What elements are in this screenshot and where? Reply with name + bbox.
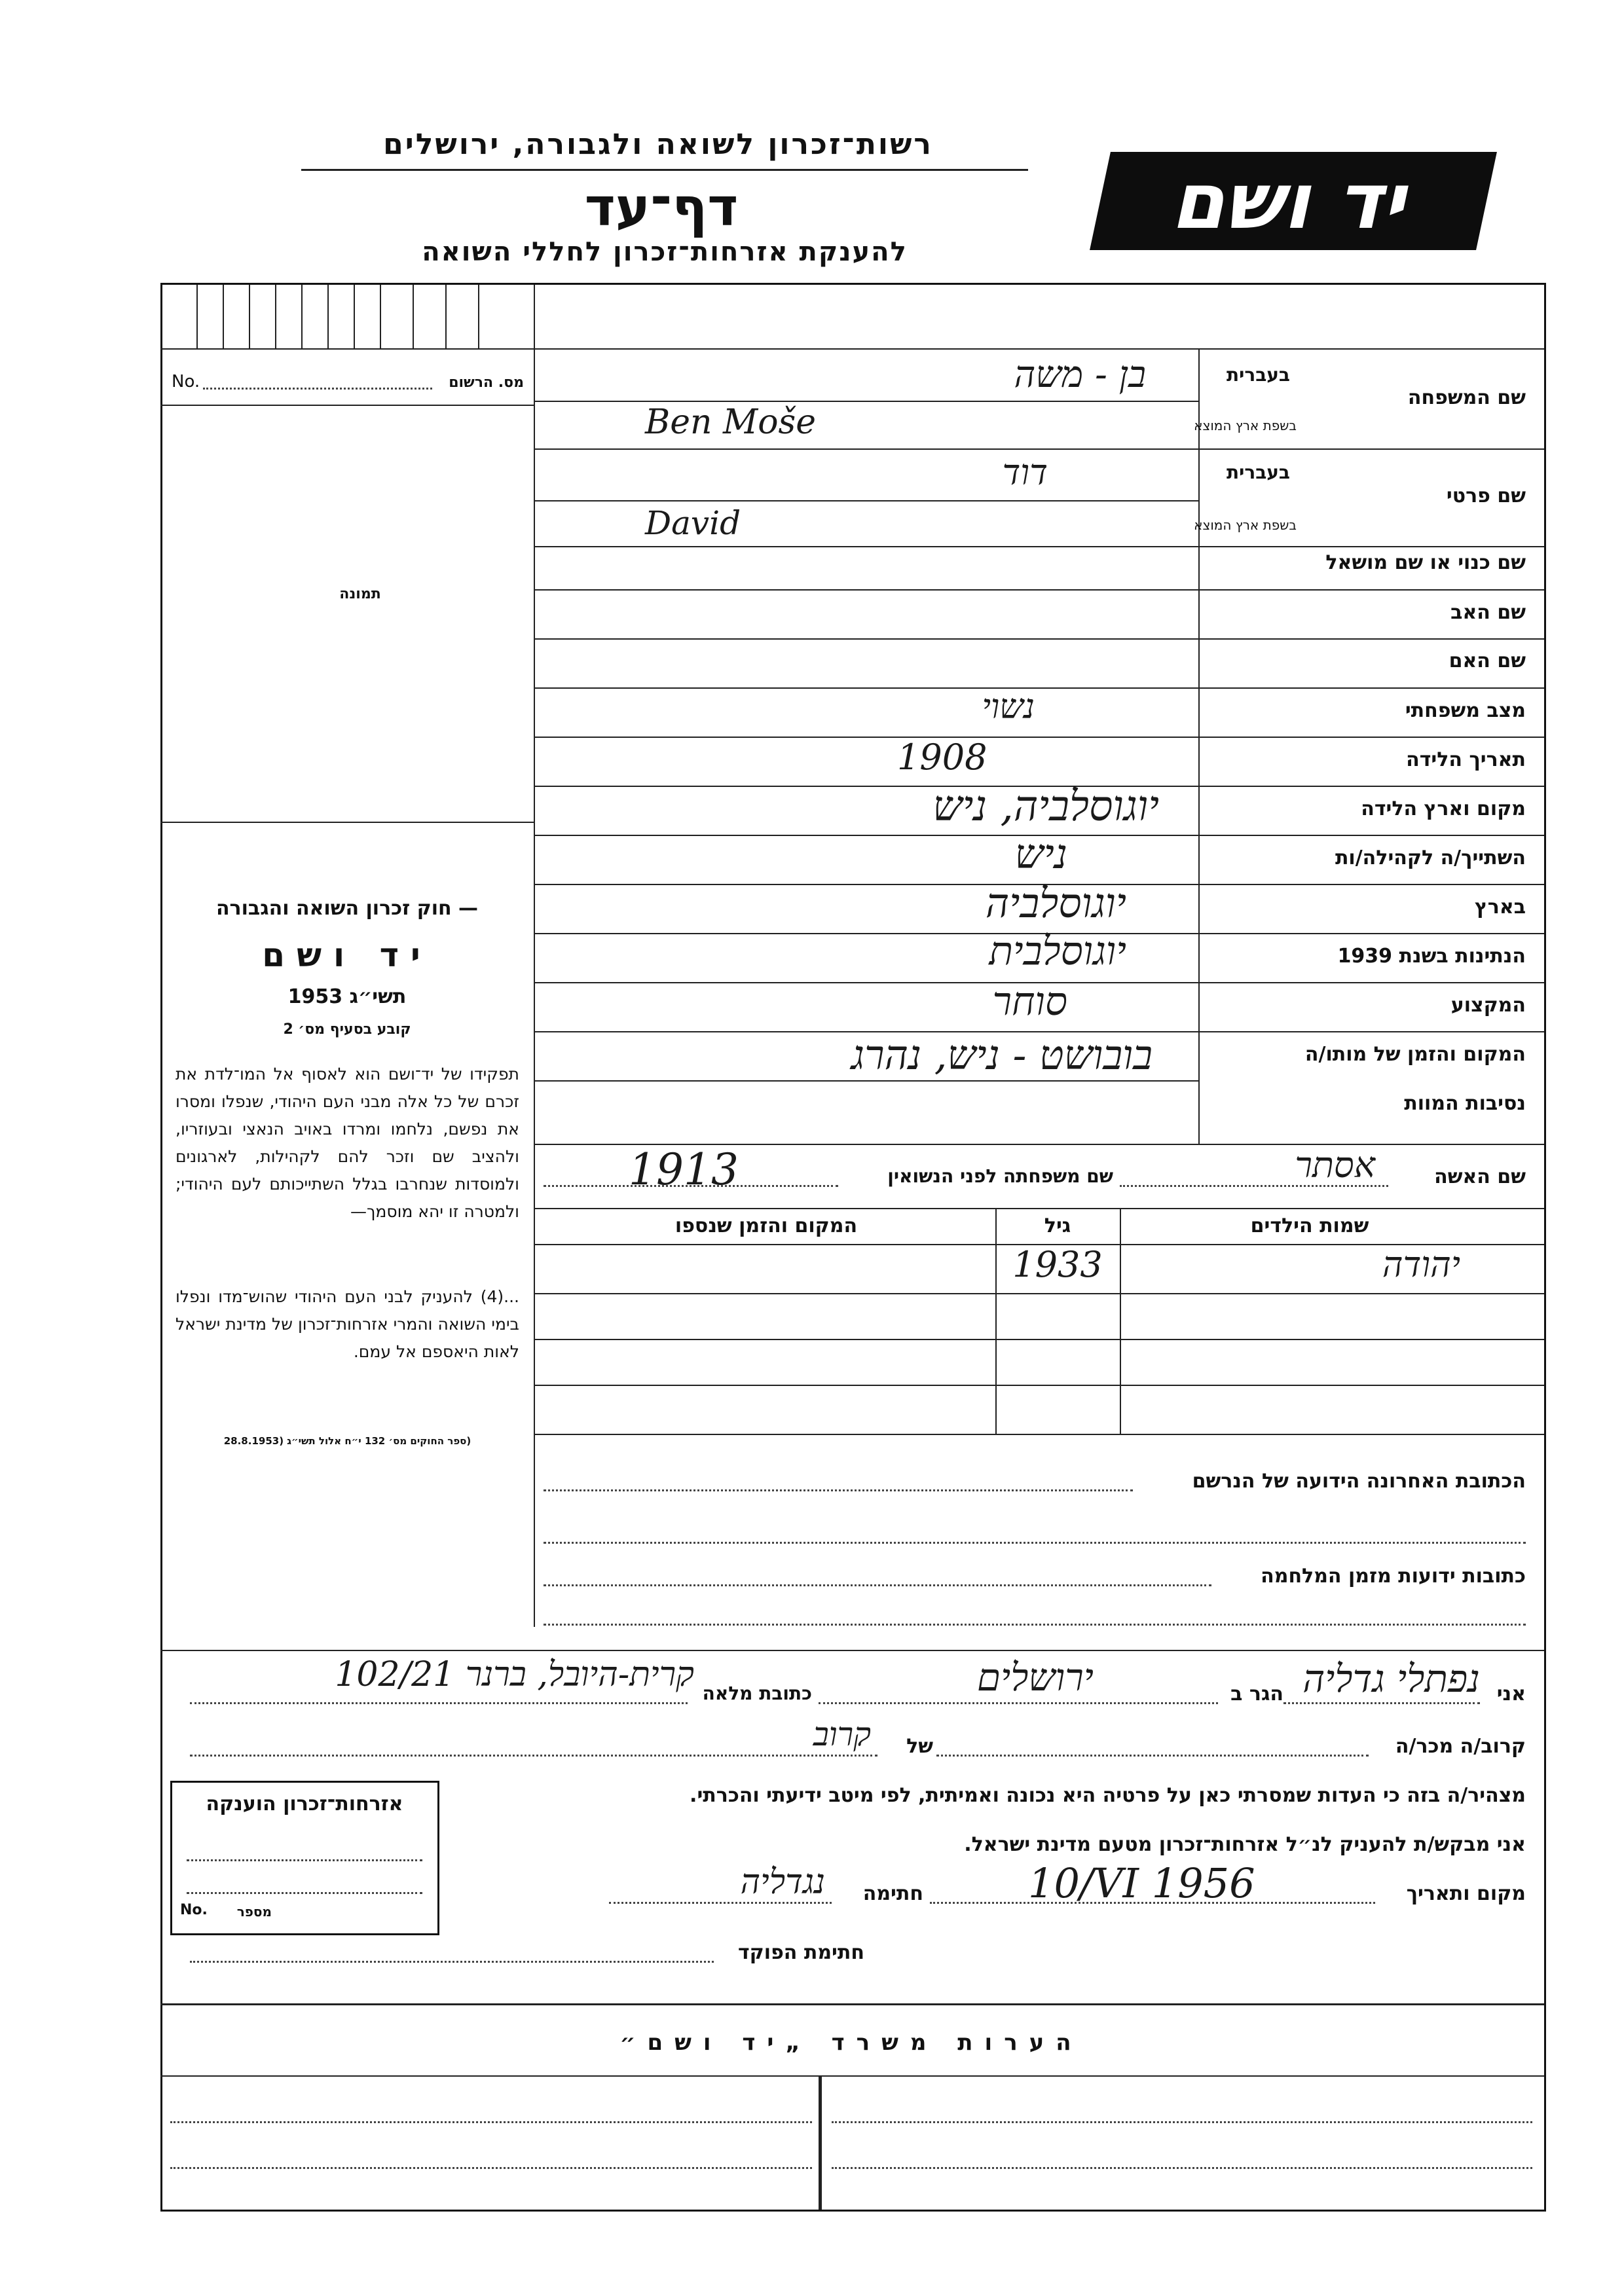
birthdate-value: 1908 [897, 737, 987, 778]
officer-signature-label: חתימת הפוקד [738, 1941, 864, 1964]
law-text-2: ...(4) להעניק לבני העם היהודי שהוש־מדו ונפלו בימי השואה והמרי אזרחות־זכרון של מדינת ישראל לאות היאספם אל עמם. [175, 1287, 519, 1361]
marital-label: מצב משפחתי [1405, 699, 1526, 722]
form-subtitle: להענקת אזרחות־זכרון לחללי השואה [422, 237, 908, 267]
photo-label: תמונה [339, 586, 381, 602]
relative-label: קרוב/ה מכר/ה [1395, 1735, 1526, 1758]
declarant-i-label: אני [1496, 1683, 1526, 1705]
place-date-value: 10/VI 1956 [1028, 1859, 1255, 1907]
wife-value: אסתר [1295, 1144, 1375, 1186]
registry-no-en: No. [172, 372, 200, 392]
community-value: ניש [1014, 830, 1067, 878]
family-hebrew-label: בעברית [1226, 364, 1290, 386]
first-origin-label: בשפת ארץ המוצא [1194, 517, 1297, 533]
nickname-label: שם כנוי או שם מושאל [1325, 551, 1526, 574]
war-address-label: כתובות ידועות מזמן המלחמה [1261, 1565, 1526, 1588]
family-name-label: שם המשפחה [1407, 386, 1526, 409]
profession-label: המקצוע [1450, 994, 1526, 1017]
yad-vashem-logo: יד ושם [1090, 152, 1497, 250]
office-notes-label: הערות משרד „יד ושם״ [619, 2030, 1083, 2056]
law-text-1: תפקידו של יד־ושם הוא לאסוף אל המו־לדת את זכרם של כל אלה מבני העם היהודי, שנפלו ומסרו את נפשם, נלחמו ומרדו באויב הנאצי ובעוזריו, ולהציב שם וזכר להם לקהילות, לארגונים ולמוסדות שנחרבו בגלל השתייכותם לעם היהודי; ולמטרה זו יהא מוסמך— [175, 1065, 519, 1221]
child-name: יהודה [1382, 1244, 1460, 1285]
citizenship-box-no-en: No. [180, 1902, 208, 1918]
wife-label: שם האשה [1434, 1165, 1526, 1188]
children-col-divider-2 [1120, 1208, 1121, 1434]
declarant-address: קרית-היובל, ברנר 102/21 [335, 1655, 694, 1694]
form-title: דף־עד [584, 177, 739, 238]
birthplace-label: מקום וארץ הלידה [1361, 797, 1526, 820]
citizenship-box-title: אזרחות־זכרון הוענקה [206, 1793, 403, 1815]
place-date-label: מקום ותאריך [1406, 1882, 1526, 1905]
death-cause-label: נסיבות המוות [1404, 1092, 1526, 1115]
first-hebrew-label: בעברית [1226, 462, 1290, 483]
children-col-divider-1 [995, 1208, 997, 1434]
of-label: של [906, 1735, 933, 1758]
declarant-resides-label: הגר ב [1230, 1683, 1283, 1705]
death-place-value: בובושט - ניש, נהרג [851, 1031, 1153, 1079]
country-label: בארץ [1474, 896, 1526, 919]
death-place-label: המקום והזמן של מותו/ה [1304, 1043, 1526, 1066]
family-name-latin-value: Ben Moše [645, 403, 817, 442]
notes-divider [819, 2075, 822, 2210]
profession-value: סוחר [992, 979, 1067, 1025]
authority-underline [301, 169, 1028, 171]
marital-value: נשוי [982, 687, 1035, 727]
first-name-latin-value: David [645, 504, 741, 542]
signature-value: נגדליה [740, 1863, 825, 1902]
child-age: 1933 [1012, 1244, 1103, 1285]
citizenship-label: הנתינות בשנת 1939 [1337, 945, 1526, 968]
law-clause: קובע בסעיף מס׳ 2 [283, 1021, 411, 1038]
declaration-text: מצהיר/ה בזה כי העדות שמסרתי כאן על פרטיה היא נכונה ואמיתית, לפי מיטב ידיעתי והכרתי. [690, 1784, 1526, 1807]
top-strip-line [160, 348, 1544, 350]
community-label: השתייך/ה לקהילה/ות [1335, 847, 1526, 869]
children-header-place: המקום והזמן שנספו [674, 1214, 858, 1237]
law-year: תשי״ג 1953 [287, 985, 407, 1008]
law-source: (ספר החוקים מס׳ 132 י״ח אלול תשי״ג (28.8.1953 [223, 1435, 471, 1447]
signature-label: חתימה [862, 1882, 923, 1905]
wife-year-value: 1913 [629, 1144, 739, 1195]
birthdate-label: תאריך הלידה [1406, 748, 1526, 771]
first-name-he-value: דוד [1002, 452, 1048, 493]
request-text: אני מבקש/ת להעניק לנ״ל אזרחות־זכרון מטעם מדינת ישראל. [964, 1833, 1526, 1856]
wife-maiden-label: שם משפחתה לפני הנשואין [887, 1165, 1113, 1187]
label-column-divider [1198, 348, 1200, 1144]
left-column-divider [534, 285, 535, 1627]
first-name-label: שם פרטי [1446, 484, 1526, 507]
last-address-label: הכתובת האחרונה הידועה של הנרשם [1192, 1470, 1526, 1493]
children-header-names: שמות הילדים [1250, 1214, 1369, 1237]
citizenship-value: יוגוסלבית [989, 928, 1126, 974]
declarant-address-label: כתובת מלאה [702, 1683, 812, 1704]
declarant-city: ירושלים [976, 1655, 1094, 1700]
declarant-name: נפתלי גדליה [1302, 1656, 1480, 1701]
authority-name: רשות־זכרון לשואה ולגבורה, ירושלים [383, 128, 933, 161]
mother-label: שם האם [1449, 649, 1526, 672]
relation-value: קרוב [813, 1715, 871, 1753]
law-title: — חוק זכרון השואה והגבורה [215, 897, 479, 920]
country-value: יוגוסלביה [985, 879, 1126, 927]
citizenship-box-no-he: מספר [236, 1904, 272, 1920]
children-header-age: גיל [1044, 1214, 1071, 1237]
law-name: יד ושם [262, 936, 432, 974]
father-label: שם האב [1450, 601, 1526, 624]
registry-no-he: מס. הרשום [449, 374, 524, 391]
family-name-he-value: בן - משה [1014, 354, 1146, 396]
family-origin-label: בשפת ארץ המוצא [1194, 418, 1297, 433]
birthplace-value: יוגוסלביה, ניש [932, 782, 1159, 831]
